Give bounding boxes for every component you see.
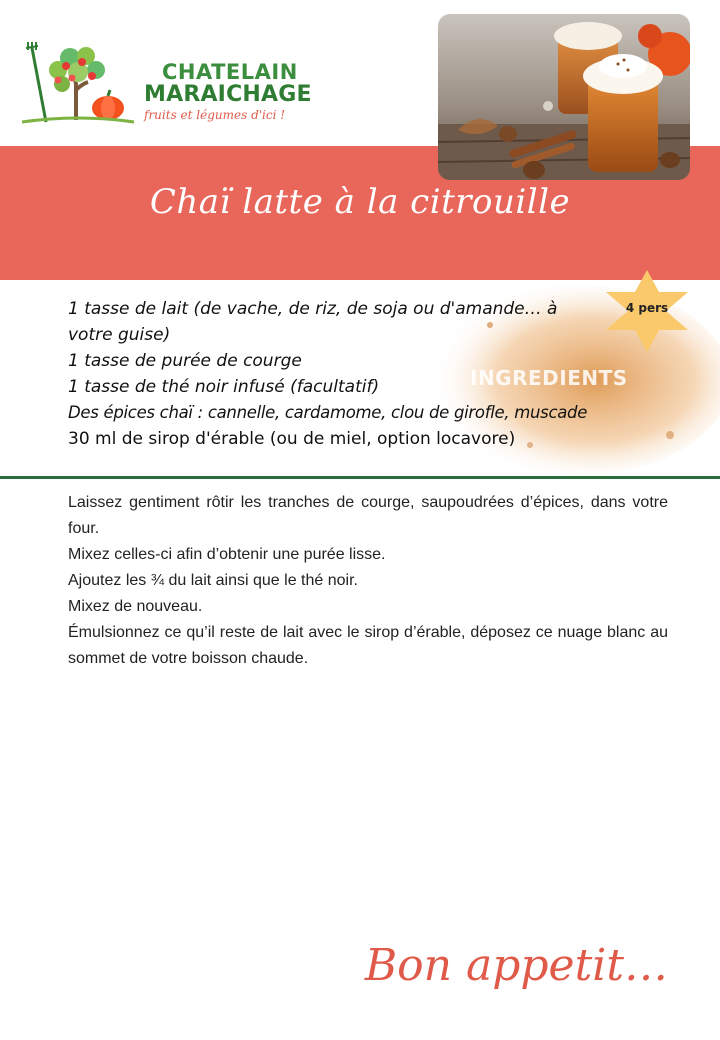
brand-tagline: fruits et légumes d'ici ! [144, 108, 286, 122]
step-paragraph: Mixez de nouveau. [68, 598, 203, 615]
ingredient-item: 1 tasse de thé noir infusé (facultatif) [68, 377, 380, 397]
ingredient-item: 1 tasse de purée de courge [68, 351, 302, 371]
step-paragraph: Laissez gentiment rôtir les tranches de courge, saupoudrées d’épices, dans votre four. [68, 494, 668, 537]
ingredients-heading: INGREDIENTS [470, 366, 628, 390]
brand-logo [18, 40, 348, 130]
recipe-title: Chaï latte à la citrouille [149, 182, 571, 222]
brand-name-bottom: MARAICHAGE [144, 82, 312, 107]
pumpkin-latte-photo-icon [438, 14, 690, 180]
closing-greeting: Bon appetit… [364, 940, 668, 991]
ingredient-item: Des épices chaï : cannelle, cardamome, clou de girofle, muscade [68, 403, 588, 422]
step-paragraph: Mixez celles-ci afin d’obtenir une purée lisse. [68, 546, 386, 563]
step-paragraph: Ajoutez les ¾ du lait ainsi que le thé noir. [68, 572, 358, 589]
section-divider [0, 476, 720, 479]
ingredient-item: 30 ml de sirop d'érable (ou de miel, option locavore) [68, 429, 516, 449]
ingredients-list [68, 296, 688, 452]
step-paragraph: Émulsionnez ce qu’il reste de lait avec le sirop d’érable, déposez ce nuage blanc au sommet de votre boisson chaude. [68, 624, 668, 667]
garden-logo-icon [18, 40, 138, 130]
servings-badge: 4 pers [625, 301, 669, 315]
recipe-photo [438, 14, 690, 180]
ingredient-item: 1 tasse de lait (de vache, de riz, de soja ou d'amande… à votre guise) [68, 299, 558, 345]
brand-name-top: CHATELAIN [162, 60, 298, 84]
preparation-steps [68, 490, 668, 672]
